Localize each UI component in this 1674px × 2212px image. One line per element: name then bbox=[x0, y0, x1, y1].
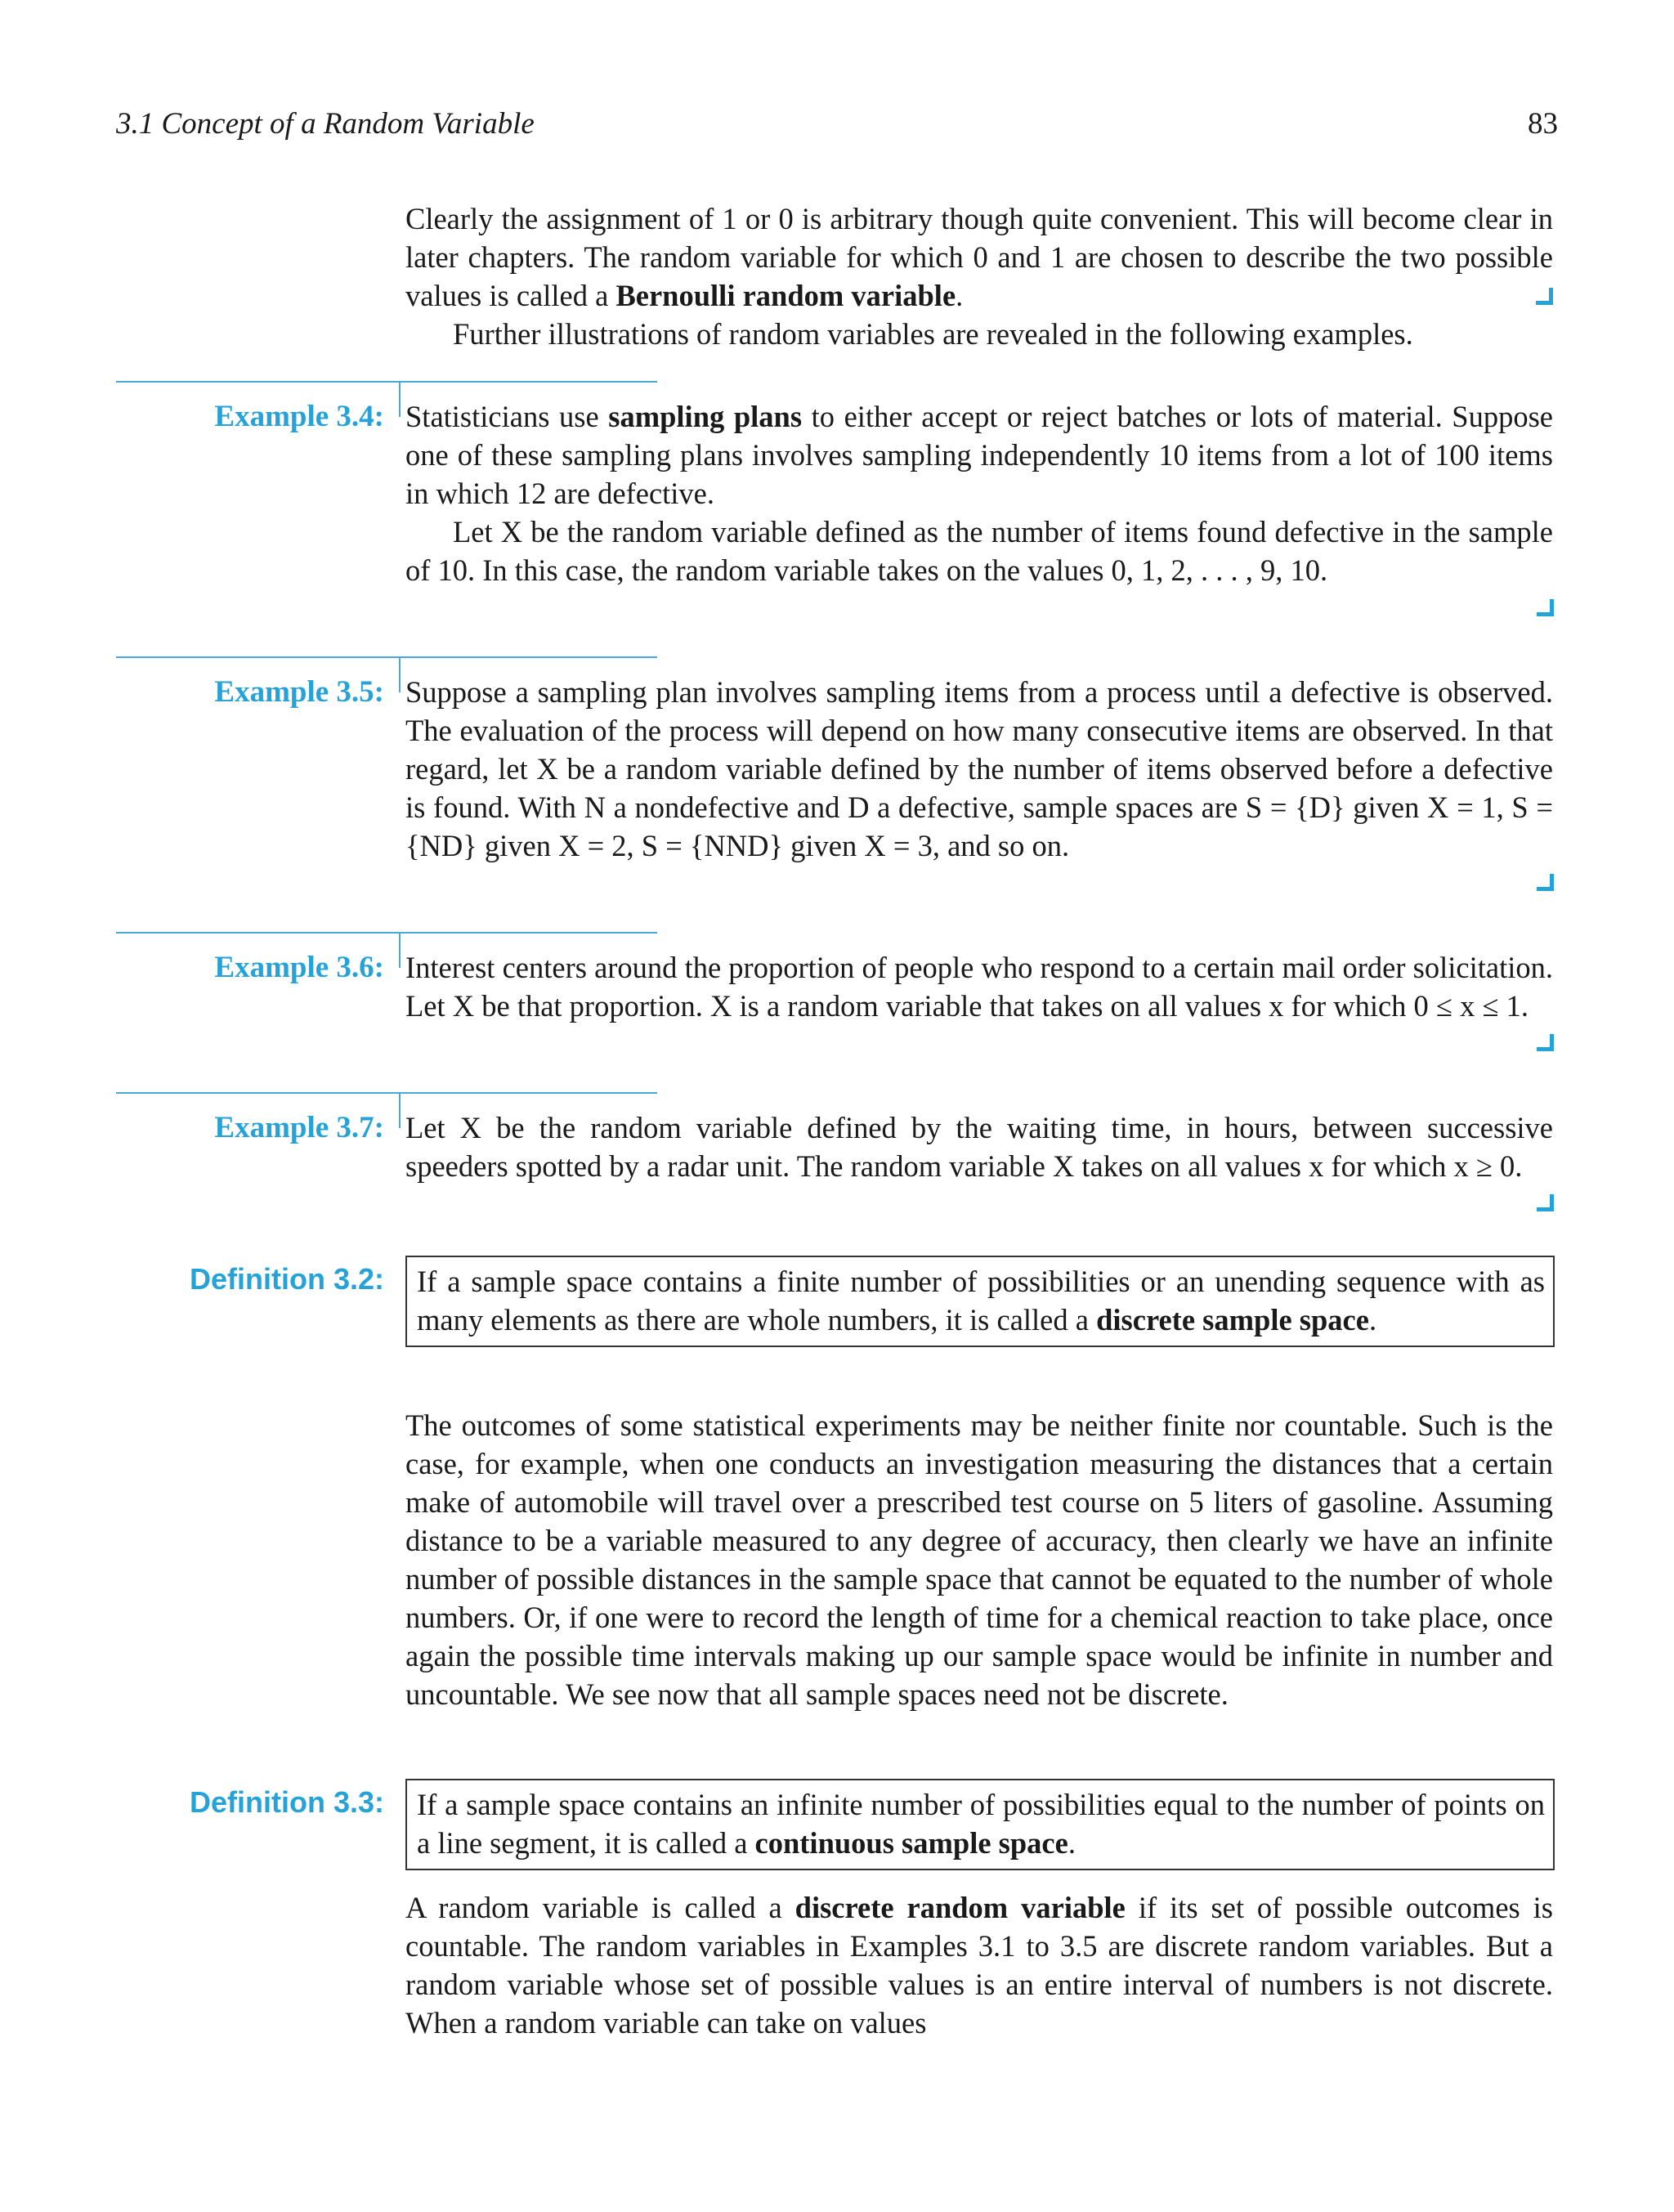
definition-3-2-label: Definition 3.2: bbox=[189, 1262, 384, 1296]
example-3-5-body bbox=[405, 673, 1553, 865]
end-of-example-mark bbox=[1537, 1034, 1554, 1051]
example-3-7-body bbox=[405, 1108, 1553, 1185]
intro-block bbox=[405, 199, 1553, 353]
page-number: 83 bbox=[1528, 107, 1558, 141]
definition-3-3-label: Definition 3.3: bbox=[189, 1785, 384, 1819]
intro-period: . bbox=[956, 279, 964, 312]
def32-period: . bbox=[1368, 1303, 1377, 1337]
final-paragraph-block bbox=[405, 1888, 1553, 2042]
example-3-6-body bbox=[405, 948, 1553, 1025]
end-of-example-mark bbox=[1536, 288, 1553, 305]
example-divider bbox=[116, 1092, 657, 1094]
definition-3-2-box bbox=[405, 1256, 1555, 1347]
def33-period: . bbox=[1068, 1826, 1076, 1860]
bernoulli-term: Bernoulli random variable bbox=[615, 279, 956, 312]
ex34-paragraph-2: Let X be the random variable defined as the number of items found defective in the sample of 10. In this case, the random variable takes on the values 0, 1, 2, . . . , 9, 10. bbox=[405, 515, 1553, 587]
sampling-plans-term: sampling plans bbox=[608, 400, 803, 433]
example-divider-tick bbox=[399, 656, 401, 692]
continuous-sample-space-term: continuous sample space bbox=[754, 1826, 1068, 1860]
example-divider-tick bbox=[399, 1092, 401, 1128]
ex34-text-b: to either accept or reject batches or lots of material. Suppose one of these sampling plans involves sampling independently 10 items from a lot of 100 items in which 12 are defective. bbox=[405, 400, 1554, 510]
section-title: 3.1 Concept of a Random Variable bbox=[116, 107, 535, 141]
final-text-a: A random variable is called a bbox=[405, 1891, 795, 1924]
example-3-5-label: Example 3.5: bbox=[214, 675, 384, 709]
intro-text: Clearly the assignment of 1 or 0 is arbitrary though quite convenient. This will become clear in later chapters. The random variable for which 0 and 1 are chosen to describe the two possible values is called a bbox=[405, 202, 1553, 312]
final-text-b: if its set of possible outcomes is countable. The random variables in Examples 3.1 to 3.5 are discrete random variables. But a random variable whose set of possible values is an entire interval of numbers is not discrete. When a random variable can take on values bbox=[405, 1891, 1554, 2040]
end-of-example-mark bbox=[1537, 599, 1554, 616]
discrete-sample-space-term: discrete sample space bbox=[1096, 1303, 1369, 1337]
example-3-7-label: Example 3.7: bbox=[214, 1111, 384, 1144]
end-of-example-mark bbox=[1537, 1194, 1554, 1211]
ex36-text: Interest centers around the proportion of people who respond to a certain mail order solicitation. Let X be that proportion. X is a random variable that takes on all values x for which 0 ≤ x ≤ 1. bbox=[405, 951, 1553, 1023]
ex35-text: Suppose a sampling plan involves sampling items from a process until a defective is observed. The evaluation of the process will depend on how many consecutive items are observed. In that regard, let X be a random variable defined by the number of items observed before a defective is found. With N a nondefective and D a defective, sample spaces are S = {D} given X = 1, S = {ND} given X = 2, S = {NND} given X = 3, and so on. bbox=[405, 675, 1553, 862]
illustrations-paragraph: Further illustrations of random variables are revealed in the following examples. bbox=[453, 317, 1413, 351]
ex34-text-a: Statisticians use bbox=[405, 400, 609, 433]
example-divider bbox=[116, 932, 657, 934]
discrete-random-variable-term: discrete random variable bbox=[794, 1891, 1126, 1924]
def33-text: If a sample space contains an infinite number of possibilities equal to the number of points on a line segment, it is called a bbox=[417, 1788, 1545, 1860]
running-header bbox=[116, 106, 1558, 141]
intro-paragraph bbox=[405, 199, 1553, 315]
example-divider-tick bbox=[399, 932, 401, 968]
definition-3-3-box bbox=[405, 1779, 1555, 1870]
continuous-paragraph-block bbox=[405, 1406, 1553, 1713]
example-divider-tick bbox=[399, 381, 401, 417]
def32-text: If a sample space contains a finite number of possibilities or an unending sequence with as many elements as there are whole numbers, it is called a bbox=[417, 1265, 1545, 1337]
example-3-4-label: Example 3.4: bbox=[214, 400, 384, 433]
example-divider bbox=[116, 381, 657, 383]
continuous-paragraph: The outcomes of some statistical experiments may be neither finite nor countable. Such is the case, for example, when one conducts an investigation measuring the distances that a certain make of automobile will travel over a prescribed test course on 5 liters of gasoline. Assuming distance to be a variable measured to any degree of accuracy, then clearly we have an infinite number of possible distances in the sample space that cannot be equated to the number of whole numbers. Or, if one were to record the length of time for a chemical reaction to take place, once again the possible time intervals making up our sample space would be infinite in number and uncountable. We see now that all sample spaces need not be discrete. bbox=[405, 1408, 1553, 1711]
end-of-example-mark bbox=[1537, 874, 1554, 891]
example-divider bbox=[116, 656, 657, 658]
example-3-6-label: Example 3.6: bbox=[214, 951, 384, 984]
example-3-4-body bbox=[405, 397, 1553, 589]
ex37-text: Let X be the random variable defined by the waiting time, in hours, between successive speeders spotted by a radar unit. The random variable X takes on all values x for which x ≥ 0. bbox=[405, 1111, 1553, 1183]
